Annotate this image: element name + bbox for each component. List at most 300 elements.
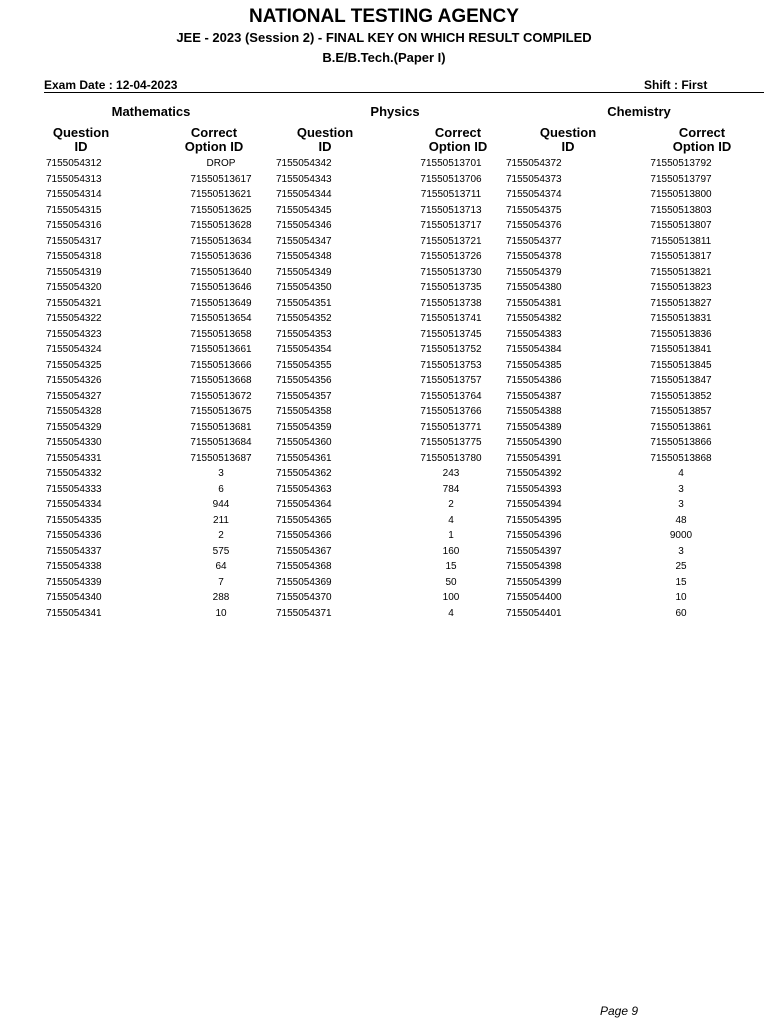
row-margin: [736, 172, 768, 188]
math-question-id-cell: 7155054327: [46, 390, 102, 402]
row-margin: [736, 342, 768, 358]
math-question-id-cell: 7155054322: [46, 313, 102, 325]
table-row: [0, 466, 768, 482]
col-header-line: Question: [52, 125, 110, 140]
chemistry-question-id-cell: 7155054378: [506, 251, 562, 263]
row-margin: [736, 358, 768, 374]
physics-question-id-cell: 7155054357: [276, 390, 332, 402]
physics-question-id-cell: 7155054351: [276, 297, 332, 309]
row-margin: [736, 575, 768, 591]
physics-correct-option-cell: 71550513753: [420, 359, 482, 371]
math-question-id-cell: 7155054335: [46, 514, 102, 526]
col-header-line: Option ID: [672, 139, 732, 154]
row-margin: [0, 373, 46, 389]
math-correct-option-cell: 7: [218, 576, 224, 588]
row-margin: [736, 234, 768, 250]
shift-label: Shift : First: [644, 78, 708, 92]
col-header-chemistry-correct-option: [652, 126, 752, 154]
chemistry-correct-option-cell: 71550513868: [650, 452, 712, 464]
row-margin: [736, 327, 768, 343]
chemistry-correct-option-cell: 71550513800: [650, 189, 712, 201]
physics-correct-option-cell: 1: [448, 530, 454, 542]
col-header-math-question-id: [31, 126, 131, 154]
table-row: [0, 404, 768, 420]
chemistry-correct-option-cell: 9000: [669, 530, 693, 542]
math-question-id-cell: 7155054319: [46, 266, 102, 278]
subject-chemistry: Chemistry: [607, 104, 671, 119]
physics-correct-option-cell: 71550513701: [420, 158, 482, 170]
table-row: [0, 420, 768, 436]
math-correct-option-cell: 6: [218, 483, 224, 495]
chemistry-correct-option-cell: 71550513823: [650, 282, 712, 294]
chemistry-question-id-cell: 7155054390: [506, 437, 562, 449]
chemistry-question-id-cell: 7155054384: [506, 344, 562, 356]
math-question-id-cell: 7155054318: [46, 251, 102, 263]
physics-correct-option-cell: 243: [442, 468, 460, 480]
math-question-id-cell: 7155054334: [46, 499, 102, 511]
physics-question-id-cell: 7155054353: [276, 328, 332, 340]
row-margin: [736, 280, 768, 296]
chemistry-correct-option-cell: 71550513811: [650, 235, 712, 247]
row-margin: [736, 606, 768, 622]
col-header-line: ID: [74, 139, 88, 154]
physics-question-id-cell: 7155054366: [276, 530, 332, 542]
chemistry-correct-option-cell: 71550513792: [650, 158, 712, 170]
chemistry-question-id-cell: 7155054401: [506, 607, 562, 619]
physics-correct-option-cell: 15: [445, 561, 457, 573]
physics-question-id-cell: 7155054364: [276, 499, 332, 511]
chemistry-correct-option-cell: 48: [675, 514, 687, 526]
chemistry-question-id-cell: 7155054380: [506, 282, 562, 294]
row-margin: [0, 342, 46, 358]
col-header-line: Correct: [434, 125, 482, 140]
math-correct-option-cell: 288: [212, 592, 230, 604]
physics-correct-option-cell: 71550513745: [420, 328, 482, 340]
physics-question-id-cell: 7155054369: [276, 576, 332, 588]
physics-question-id-cell: 7155054352: [276, 313, 332, 325]
table-row: [0, 575, 768, 591]
chemistry-question-id-cell: 7155054379: [506, 266, 562, 278]
table-row: [0, 234, 768, 250]
chemistry-question-id-cell: 7155054386: [506, 375, 562, 387]
physics-question-id-cell: 7155054371: [276, 607, 332, 619]
chemistry-question-id-cell: 7155054387: [506, 390, 562, 402]
row-margin: [736, 265, 768, 281]
table-row: [0, 513, 768, 529]
math-question-id-cell: 7155054315: [46, 204, 102, 216]
physics-correct-option-cell: 100: [442, 592, 460, 604]
table-row: [0, 327, 768, 343]
chemistry-question-id-cell: 7155054383: [506, 328, 562, 340]
physics-question-id-cell: 7155054349: [276, 266, 332, 278]
page-number: Page 9: [600, 1004, 639, 1018]
physics-question-id-cell: 7155054368: [276, 561, 332, 573]
math-question-id-cell: 7155054339: [46, 576, 102, 588]
row-margin: [0, 513, 46, 529]
table-row: [0, 559, 768, 575]
math-correct-option-cell: 71550513675: [190, 406, 252, 418]
physics-correct-option-cell: 4: [448, 514, 454, 526]
agency-title: NATIONAL TESTING AGENCY: [249, 6, 519, 27]
math-correct-option-cell: 71550513649: [190, 297, 252, 309]
chemistry-correct-option-cell: 71550513821: [650, 266, 712, 278]
col-header-line: ID: [318, 139, 332, 154]
table-row: [0, 389, 768, 405]
physics-correct-option-cell: 71550513721: [420, 235, 482, 247]
physics-correct-option-cell: 71550513735: [420, 282, 482, 294]
chemistry-correct-option-cell: 71550513841: [650, 344, 712, 356]
chemistry-question-id-cell: 7155054394: [506, 499, 562, 511]
chemistry-question-id-cell: 7155054381: [506, 297, 562, 309]
chemistry-question-id-cell: 7155054375: [506, 204, 562, 216]
chemistry-question-id-cell: 7155054397: [506, 545, 562, 557]
row-margin: [736, 389, 768, 405]
chemistry-question-id-cell: 7155054385: [506, 359, 562, 371]
physics-correct-option-cell: 71550513706: [420, 173, 482, 185]
math-correct-option-cell: 71550513634: [190, 235, 252, 247]
col-header-line: ID: [561, 139, 575, 154]
chemistry-correct-option-cell: 4: [678, 468, 684, 480]
row-margin: [736, 296, 768, 312]
math-correct-option-cell: 71550513684: [190, 437, 252, 449]
row-margin: [736, 451, 768, 467]
row-margin: [0, 482, 46, 498]
physics-question-id-cell: 7155054356: [276, 375, 332, 387]
physics-question-id-cell: 7155054347: [276, 235, 332, 247]
row-margin: [0, 218, 46, 234]
math-correct-option-cell: 3: [218, 468, 224, 480]
chemistry-correct-option-cell: 71550513861: [650, 421, 712, 433]
row-margin: [0, 466, 46, 482]
row-margin: [0, 451, 46, 467]
math-correct-option-cell: 71550513658: [190, 328, 252, 340]
math-correct-option-cell: DROP: [206, 158, 236, 170]
row-margin: [0, 296, 46, 312]
physics-correct-option-cell: 71550513752: [420, 344, 482, 356]
table-row: [0, 544, 768, 560]
physics-question-id-cell: 7155054358: [276, 406, 332, 418]
chemistry-correct-option-cell: 71550513852: [650, 390, 712, 402]
math-correct-option-cell: 71550513672: [190, 390, 252, 402]
math-question-id-cell: 7155054340: [46, 592, 102, 604]
chemistry-question-id-cell: 7155054374: [506, 189, 562, 201]
row-margin: [0, 172, 46, 188]
answer-key-table: [0, 156, 768, 621]
table-row: [0, 280, 768, 296]
math-correct-option-cell: 64: [215, 561, 227, 573]
row-margin: [736, 420, 768, 436]
math-question-id-cell: 7155054330: [46, 437, 102, 449]
chemistry-correct-option-cell: 15: [675, 576, 687, 588]
chemistry-correct-option-cell: 3: [678, 545, 684, 557]
physics-correct-option-cell: 71550513726: [420, 251, 482, 263]
math-question-id-cell: 7155054336: [46, 530, 102, 542]
col-header-line: Correct: [678, 125, 726, 140]
row-margin: [0, 606, 46, 622]
table-row: [0, 482, 768, 498]
table-row: [0, 156, 768, 172]
physics-question-id-cell: 7155054361: [276, 452, 332, 464]
chemistry-correct-option-cell: 71550513845: [650, 359, 712, 371]
physics-question-id-cell: 7155054348: [276, 251, 332, 263]
row-margin: [736, 187, 768, 203]
math-question-id-cell: 7155054324: [46, 344, 102, 356]
row-margin: [736, 466, 768, 482]
subject-mathematics: Mathematics: [111, 104, 191, 119]
row-margin: [736, 497, 768, 513]
math-question-id-cell: 7155054328: [46, 406, 102, 418]
row-margin: [0, 497, 46, 513]
chemistry-correct-option-cell: 3: [678, 499, 684, 511]
math-question-id-cell: 7155054325: [46, 359, 102, 371]
table-row: [0, 249, 768, 265]
chemistry-question-id-cell: 7155054376: [506, 220, 562, 232]
physics-question-id-cell: 7155054354: [276, 344, 332, 356]
physics-question-id-cell: 7155054345: [276, 204, 332, 216]
math-question-id-cell: 7155054341: [46, 607, 102, 619]
physics-correct-option-cell: 71550513741: [420, 313, 482, 325]
row-margin: [736, 559, 768, 575]
math-question-id-cell: 7155054321: [46, 297, 102, 309]
physics-question-id-cell: 7155054360: [276, 437, 332, 449]
math-question-id-cell: 7155054313: [46, 173, 102, 185]
chemistry-correct-option-cell: 71550513836: [650, 328, 712, 340]
row-margin: [0, 280, 46, 296]
math-correct-option-cell: 71550513654: [190, 313, 252, 325]
physics-question-id-cell: 7155054350: [276, 282, 332, 294]
physics-correct-option-cell: 71550513775: [420, 437, 482, 449]
answer-key-body: [0, 156, 768, 621]
row-margin: [0, 435, 46, 451]
physics-correct-option-cell: 71550513764: [420, 390, 482, 402]
row-margin: [0, 234, 46, 250]
math-question-id-cell: 7155054317: [46, 235, 102, 247]
physics-question-id-cell: 7155054359: [276, 421, 332, 433]
row-margin: [736, 203, 768, 219]
chemistry-question-id-cell: 7155054398: [506, 561, 562, 573]
col-header-line: Option ID: [428, 139, 488, 154]
row-margin: [736, 404, 768, 420]
row-margin: [736, 218, 768, 234]
chemistry-correct-option-cell: 71550513866: [650, 437, 712, 449]
header-divider: [44, 92, 764, 93]
chemistry-question-id-cell: 7155054382: [506, 313, 562, 325]
math-correct-option-cell: 71550513681: [190, 421, 252, 433]
physics-correct-option-cell: 71550513757: [420, 375, 482, 387]
physics-correct-option-cell: 71550513766: [420, 406, 482, 418]
chemistry-question-id-cell: 7155054392: [506, 468, 562, 480]
chemistry-question-id-cell: 7155054400: [506, 592, 562, 604]
chemistry-question-id-cell: 7155054393: [506, 483, 562, 495]
row-margin: [736, 482, 768, 498]
row-margin: [736, 435, 768, 451]
math-correct-option-cell: 575: [212, 545, 230, 557]
physics-correct-option-cell: 71550513738: [420, 297, 482, 309]
row-margin: [0, 544, 46, 560]
row-margin: [0, 389, 46, 405]
chemistry-correct-option-cell: 71550513797: [650, 173, 712, 185]
table-row: [0, 187, 768, 203]
table-row: [0, 203, 768, 219]
table-row: [0, 528, 768, 544]
course-name: B.E/B.Tech.(Paper I): [322, 50, 446, 65]
math-correct-option-cell: 71550513640: [190, 266, 252, 278]
chemistry-correct-option-cell: 71550513847: [650, 375, 712, 387]
table-row: [0, 311, 768, 327]
subject-physics: Physics: [370, 104, 420, 119]
physics-question-id-cell: 7155054362: [276, 468, 332, 480]
row-margin: [736, 528, 768, 544]
chemistry-correct-option-cell: 25: [675, 561, 687, 573]
physics-correct-option-cell: 71550513780: [420, 452, 482, 464]
physics-correct-option-cell: 2: [448, 499, 454, 511]
math-question-id-cell: 7155054338: [46, 561, 102, 573]
chemistry-question-id-cell: 7155054388: [506, 406, 562, 418]
physics-question-id-cell: 7155054370: [276, 592, 332, 604]
chemistry-correct-option-cell: 71550513831: [650, 313, 712, 325]
math-question-id-cell: 7155054337: [46, 545, 102, 557]
math-correct-option-cell: 71550513661: [190, 344, 252, 356]
table-row: [0, 435, 768, 451]
table-row: [0, 451, 768, 467]
col-header-line: Question: [539, 125, 597, 140]
math-correct-option-cell: 71550513687: [190, 452, 252, 464]
physics-question-id-cell: 7155054344: [276, 189, 332, 201]
physics-correct-option-cell: 71550513711: [420, 189, 482, 201]
chemistry-correct-option-cell: 71550513817: [650, 251, 712, 263]
col-header-math-correct-option: [164, 126, 264, 154]
row-margin: [0, 156, 46, 172]
chemistry-question-id-cell: 7155054377: [506, 235, 562, 247]
physics-question-id-cell: 7155054355: [276, 359, 332, 371]
row-margin: [736, 373, 768, 389]
row-margin: [0, 358, 46, 374]
row-margin: [0, 575, 46, 591]
col-header-chemistry-question-id: [518, 126, 618, 154]
row-margin: [0, 311, 46, 327]
physics-correct-option-cell: 50: [445, 576, 457, 588]
row-margin: [0, 327, 46, 343]
col-header-line: Question: [296, 125, 354, 140]
document-subtitle: JEE - 2023 (Session 2) - FINAL KEY ON WHICH RESULT COMPILED: [176, 30, 592, 45]
table-row: [0, 606, 768, 622]
row-margin: [0, 265, 46, 281]
physics-correct-option-cell: 71550513771: [420, 421, 482, 433]
row-margin: [0, 590, 46, 606]
physics-correct-option-cell: 71550513730: [420, 266, 482, 278]
chemistry-question-id-cell: 7155054391: [506, 452, 562, 464]
math-question-id-cell: 7155054314: [46, 189, 102, 201]
math-question-id-cell: 7155054316: [46, 220, 102, 232]
row-margin: [0, 203, 46, 219]
chemistry-correct-option-cell: 3: [678, 483, 684, 495]
table-row: [0, 296, 768, 312]
table-row: [0, 590, 768, 606]
chemistry-question-id-cell: 7155054396: [506, 530, 562, 542]
math-correct-option-cell: 71550513625: [190, 204, 252, 216]
math-question-id-cell: 7155054323: [46, 328, 102, 340]
row-margin: [0, 420, 46, 436]
math-question-id-cell: 7155054329: [46, 421, 102, 433]
math-correct-option-cell: 211: [213, 514, 229, 526]
physics-question-id-cell: 7155054363: [276, 483, 332, 495]
math-correct-option-cell: 71550513668: [190, 375, 252, 387]
math-question-id-cell: 7155054326: [46, 375, 102, 387]
row-margin: [0, 187, 46, 203]
physics-question-id-cell: 7155054367: [276, 545, 332, 557]
chemistry-correct-option-cell: 71550513803: [650, 204, 712, 216]
row-margin: [0, 249, 46, 265]
col-header-line: Correct: [190, 125, 238, 140]
row-margin: [736, 311, 768, 327]
table-row: [0, 358, 768, 374]
physics-question-id-cell: 7155054346: [276, 220, 332, 232]
table-row: [0, 265, 768, 281]
chemistry-question-id-cell: 7155054373: [506, 173, 562, 185]
math-correct-option-cell: 71550513628: [190, 220, 252, 232]
physics-correct-option-cell: 71550513713: [420, 204, 482, 216]
row-margin: [0, 404, 46, 420]
math-question-id-cell: 7155054320: [46, 282, 102, 294]
table-row: [0, 342, 768, 358]
chemistry-question-id-cell: 7155054399: [506, 576, 562, 588]
math-question-id-cell: 7155054312: [46, 158, 102, 170]
physics-question-id-cell: 7155054365: [276, 514, 332, 526]
physics-question-id-cell: 7155054342: [276, 158, 332, 170]
chemistry-correct-option-cell: 60: [675, 607, 687, 619]
row-margin: [736, 513, 768, 529]
chemistry-question-id-cell: 7155054389: [506, 421, 562, 433]
math-correct-option-cell: 71550513621: [190, 189, 252, 201]
physics-correct-option-cell: 784: [442, 483, 460, 495]
math-question-id-cell: 7155054332: [46, 468, 102, 480]
chemistry-correct-option-cell: 10: [675, 592, 687, 604]
math-correct-option-cell: 2: [218, 530, 224, 542]
row-margin: [0, 528, 46, 544]
table-row: [0, 218, 768, 234]
physics-correct-option-cell: 4: [448, 607, 454, 619]
row-margin: [736, 156, 768, 172]
chemistry-correct-option-cell: 71550513827: [650, 297, 712, 309]
math-correct-option-cell: 71550513636: [190, 251, 252, 263]
math-correct-option-cell: 71550513646: [190, 282, 252, 294]
col-header-physics-question-id: [275, 126, 375, 154]
chemistry-question-id-cell: 7155054395: [506, 514, 562, 526]
chemistry-question-id-cell: 7155054372: [506, 158, 562, 170]
col-header-physics-correct-option: [408, 126, 508, 154]
row-margin: [736, 249, 768, 265]
math-question-id-cell: 7155054331: [46, 452, 102, 464]
math-correct-option-cell: 944: [212, 499, 230, 511]
row-margin: [736, 590, 768, 606]
math-question-id-cell: 7155054333: [46, 483, 102, 495]
col-header-line: Option ID: [184, 139, 244, 154]
physics-question-id-cell: 7155054343: [276, 173, 332, 185]
math-correct-option-cell: 10: [215, 607, 227, 619]
exam-date: Exam Date : 12-04-2023: [44, 78, 178, 92]
physics-correct-option-cell: 160: [442, 545, 460, 557]
chemistry-correct-option-cell: 71550513857: [650, 406, 712, 418]
chemistry-correct-option-cell: 71550513807: [650, 220, 712, 232]
table-row: [0, 497, 768, 513]
math-correct-option-cell: 71550513666: [190, 359, 252, 371]
row-margin: [0, 559, 46, 575]
math-correct-option-cell: 71550513617: [190, 173, 252, 185]
table-row: [0, 373, 768, 389]
row-margin: [736, 544, 768, 560]
physics-correct-option-cell: 71550513717: [420, 220, 482, 232]
table-row: [0, 172, 768, 188]
